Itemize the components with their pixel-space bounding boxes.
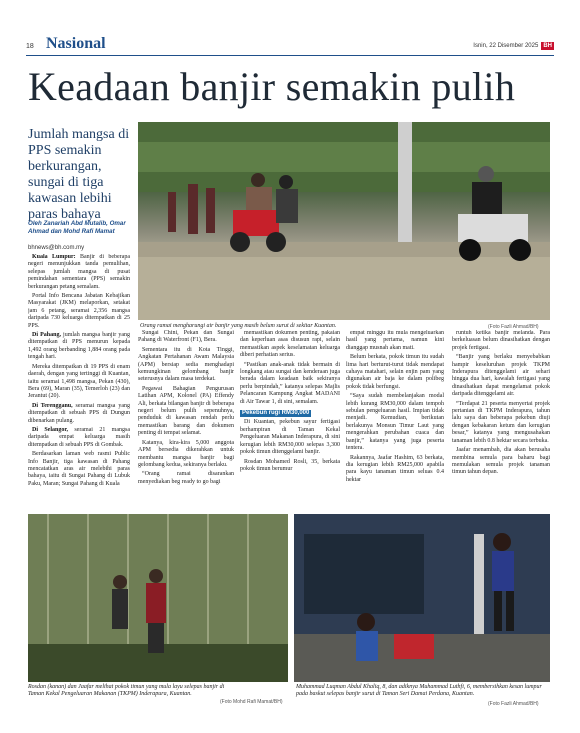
paragraph: Di Terengganu, seramai mangsa yang ditempatkan di sebuah PPS di Dungun dibenarkan pulang. — [28, 402, 130, 424]
paragraph: Berdasarkan laman web rasmi Public Info Banjir, tiga kawasan di Pahang mencatatkan aras air melebihi paras bahaya, iaitu di Sungai Pahang di Lubuk Paku, Maran; Sungai Pahang di Kuala — [28, 451, 130, 487]
main-photo-caption: Orang ramai mengharungi air banjir yang masih belum surut di sekitar Kuantan. — [140, 323, 337, 329]
paragraph: Rakannya, Jaafar Hashim, 63 berkata, dia kerugian lebih RM25,000 apabila para kayu tanaman timun seluas 0.4 hektar — [346, 454, 444, 483]
paragraph: “Orang ramai disarankan menyediakan beg ready to go bagi — [138, 471, 234, 485]
paragraph: empat minggu itu mula mengeluarkan hasil yang pertama, namun kini dianggap musnah akan mati. — [346, 330, 444, 351]
flood-scene-illustration — [138, 122, 550, 320]
cleanup-photo — [294, 514, 550, 682]
issue-date — [473, 42, 554, 55]
date-text: Isnin, 22 Disember 2025 — [473, 43, 539, 49]
paragraph: memastikan dokumen penting, pakaian dan keperluan asas disusun rapi, selain memastikan aspek keselamatan keluarga diberi perhatian serius. — [240, 330, 340, 359]
article-column-3 — [240, 330, 340, 512]
paragraph: Portal Info Bencana Jabatan Kebajikan Masyarakat (JKM) melaporkan, setakat jam 6 petang, seramai 2,356 mangsa daripada 730 keluarga ditempatkan di 25 PPS. — [28, 293, 130, 329]
paragraph: “Saya sudah membelanjakan modal lebih kurang RM30,000 dalam tempoh sebulan pengeluaran hasil. Impian tidak menjadi. Kemudian, berikutan berlakunya Monsun Timur Laut yang mengerahkan perubahan cuaca dan banjir,” katanya yang juga peserta tentera. — [346, 393, 444, 452]
author-email[interactable]: bhnews@bh.com.my — [28, 245, 85, 251]
farm-photo-caption: Rosdan (kanan) dan Jaafar melihat pokok timun yang mula layu selepas banjir di Taman Kekal Pengeluaran Makanan (TKPM) Inderapura, Kuantan. — [28, 684, 225, 698]
paragraph: “Terdapat 21 peserta menyertai projek pertanian di TKPM Inderapura, tahun lalu saya dan beberapa pekebun diuji dengan kebakaran ketum dan kerugian besar,” katanya yang mengusahakan tanaman lebih 0.8 hektar secara terbuka. — [452, 400, 550, 444]
paragraph: Sementara itu di Kota Tinggi, Angkatan Pertahanan Awam Malaysia (APM) bersiap sedia menghadapi kemungkinan gelombang banjir seterusnya dalam masa terdekat. — [138, 346, 234, 383]
paragraph: runtuh ketika banjir melanda. Para berkeluasan belum dinasihatkan dengan projek fertigasi. — [452, 330, 550, 351]
subheading: Pekebun rugi RM30,000 — [242, 410, 310, 417]
article-byline: Oleh Zanariah Abd Mutalib, Omar Ahmad dan Mohd Rafi Mamat — [28, 220, 126, 235]
paragraph: Katanya, kira-kira 5,000 anggota APM bersedia dikerahkan untuk membantu mangsa banjir bagi gelombang kedua, sekiranya berlaku. — [138, 439, 234, 468]
farm-photo-credit: (Foto Mohd Rafi Mamat/BH) — [220, 699, 283, 705]
article-column-5 — [452, 330, 550, 512]
page-number: 18 — [26, 43, 34, 50]
farm-scene-illustration — [28, 514, 288, 682]
article-deck: Jumlah mangsa di PPS semakin berkurangan, sungai di tiga kawasan lebihi paras bahaya — [28, 127, 130, 222]
paragraph: Di Kuantan, pekebun sayur fertigasi berhampiran di Taman Kekal Pengeluaran Makanan Inderapura, di sini kerugian lebih RM30,000 selepas 3,300 pokok timun ditenggelami banjir. — [240, 419, 340, 456]
farm-photo — [28, 514, 288, 682]
cleanup-photo-credit: (Foto Fazli Ahmad/BH) — [488, 701, 539, 707]
paragraph: Jaafar menambah, dia akan berusaha membina semula para baharu bagi memulakan semula projek tanaman timun tahun depan. — [452, 447, 550, 476]
paragraph: Rosdan Mohamed Rosli, 35, berkata pokok timun berumur — [240, 458, 340, 472]
paragraph: Mereka ditempatkan di 19 PPS di enam daerah, dengan yang tertinggi di Kuantan, iaitu seramai 1,498 mangsa, Pekan (430), Bera (69), Maran (35), Temerloh (23) dan Jerantut (20). — [28, 363, 130, 400]
article-column-4 — [346, 330, 444, 512]
paragraph: “Banjir yang berlaku menyebabkan hampir keseluruhan projek TKPM Inderapura ditenggelami air sehari hingga dua hari, kawalah fertigasi yang dinasihatkan dapat mengelamat pokok daripada ditenggelami air. — [452, 354, 550, 398]
paragraph: “Pastikan anak-anak tidak bermain di longkang atau sungai dan kenderaan juga berada dalam keadaan baik sekiranya perlu berpindah,” katanya selepas Majlis Pelancaran Kampung Angkat MADANI di Air Tawar 1, di sini, semalam. — [240, 361, 340, 405]
paragraph: Belum berkata, pokok timun itu sudah lima hari berturut-turut tidak mendapat cahaya matahari, selain enjin pam yang digunakan air baja ke dalam polibeg pokok tidak berfungsi. — [346, 354, 444, 390]
section-title: Nasional — [46, 35, 106, 52]
page-header — [26, 34, 554, 56]
article-column-1 — [28, 254, 130, 512]
cleanup-photo-caption: Muhammad Luqman Abdul Khaliq, 8, dan adiknya Muhammad Luthfi, 6, membersihkan kesan lumpur pada baskut selepas banjir surut di Taman Seri Damai Perdana, Kuantan. — [296, 684, 542, 698]
main-photo-credit: (Foto Fazli Ahmad/BH) — [488, 324, 539, 330]
bh-logo: BH — [543, 43, 552, 49]
paragraph: Di Selangor, seramai 21 mangsa daripada empat keluarga masih ditempatkan di sebuah PPS di Gombak. — [28, 426, 130, 448]
paragraph: Kuala Lumpur: Banjir di beberapa negeri menunjukkan tanda pemulihan, selepas jumlah mangsa di pusat pemindahan sementara (PPS) semakin berkurangan petang semalam. — [28, 254, 130, 290]
article-column-2 — [138, 330, 234, 512]
main-flood-photo — [138, 122, 550, 320]
paragraph: Sungai Chini, Pekan dan Sungai Pahang di Waterfront (F1), Bera. — [138, 330, 234, 344]
article-headline: Keadaan banjir semakin pulih — [28, 64, 516, 109]
paragraph: Pegawai Bahagian Pengurusan Latihan APM, Kolonel (PA) Effendy Ali, berkata bilangan banjir di beberapa negeri belum pulih sepenuhnya, penduduk di kawasan rendah perlu memastikan barang dan dokumen penting di tempat selamat. — [138, 385, 234, 437]
cleanup-scene-illustration — [294, 514, 550, 682]
paragraph: Di Pahang, jumlah mangsa banjir yang ditempatkan di PPS menurun kepada 1,492 orang berbanding 1,884 orang pada tengah hari. — [28, 332, 130, 361]
